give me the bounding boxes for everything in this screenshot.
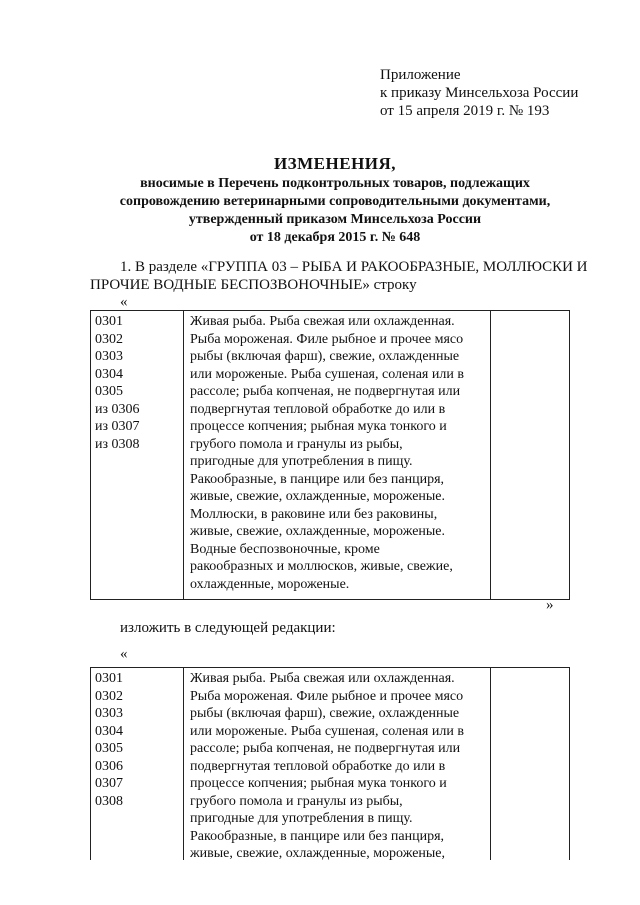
description-line: Живая рыба. Рыба свежая или охлажденная. <box>190 671 455 686</box>
description-line: подвергнутая тепловой обработке до или в <box>190 401 446 417</box>
product-code: 0304 <box>95 366 123 382</box>
appendix-line: от 15 апреля 2019 г. № 193 <box>380 103 550 119</box>
product-code: 0306 <box>95 758 123 774</box>
description-line: рассоле; рыба копченая, не подвергнутая или <box>190 741 461 756</box>
description-line: Живая рыба. Рыба свежая или охлажденная. <box>190 314 455 329</box>
product-code: из 0306 <box>95 401 140 417</box>
description-line: охлажденные, мороженые. <box>190 576 350 592</box>
description-cell <box>184 311 491 600</box>
new-row-table <box>90 667 570 860</box>
appendix-line: к приказу Минсельхоза России <box>380 85 579 101</box>
description-line: живые, свежие, охлажденные, мороженые. <box>190 524 446 539</box>
description-line: пригодные для употребления в пищу. <box>190 454 413 469</box>
document-title <box>80 153 590 247</box>
product-code: 0302 <box>95 688 123 704</box>
title-line: сопровождению ветеринарными сопроводительными документами, <box>119 194 551 209</box>
product-code: 0305 <box>95 384 123 399</box>
product-code: из 0308 <box>95 436 140 452</box>
description-line: рассоле; рыба копченая, не подвергнутая или <box>190 384 461 399</box>
product-code: из 0307 <box>95 419 140 434</box>
empty-cell <box>491 311 570 600</box>
product-code: 0301 <box>95 314 123 329</box>
description-line: грубого помола и гранулы из рыбы, <box>190 793 403 809</box>
table-row <box>91 311 570 600</box>
empty-cell <box>491 668 570 861</box>
description-cell <box>184 668 491 861</box>
product-code: 0305 <box>95 741 123 756</box>
description-line: Моллюски, в раковине или без раковины, <box>190 506 438 522</box>
appendix-header <box>380 66 578 120</box>
title-line: вносимые в Перечень подконтрольных товаров, подлежащих <box>140 176 530 191</box>
open-quote: « <box>120 646 128 662</box>
product-code: 0302 <box>95 331 123 347</box>
description-line: Рыба мороженая. Филе рыбное и прочее мясо <box>190 688 464 704</box>
description-line: процессе копчения; рыбная мука тонкого и <box>190 776 447 791</box>
old-row-table <box>90 310 570 600</box>
description-line: или мороженые. Рыба сушеная, соленая или в <box>190 366 464 382</box>
open-quote: « <box>120 294 128 310</box>
description-line: живые, свежие, охлажденные, мороженые, <box>190 846 446 860</box>
description-line: процессе копчения; рыбная мука тонкого и <box>190 419 447 434</box>
description-line: Ракообразные, в панцире или без панциря, <box>190 471 445 487</box>
close-quote: » <box>546 597 554 613</box>
description-line: рыбы (включая фарш), свежие, охлажденные <box>190 349 460 364</box>
description-line: подвергнутая тепловой обработке до или в <box>190 758 446 774</box>
paragraph-line: 1. В разделе «ГРУППА 03 – РЫБА И РАКООБРАЗНЫЕ, МОЛЛЮСКИ И <box>120 259 588 275</box>
product-code: 0301 <box>95 671 123 686</box>
description-line: пригодные для употребления в пищу. <box>190 811 413 826</box>
description-line: Водные беспозвоночные, кроме <box>190 541 380 557</box>
title-main: ИЗМЕНЕНИЯ, <box>273 154 397 173</box>
product-code: 0307 <box>95 776 123 791</box>
paragraph-line: ПРОЧИЕ ВОДНЫЕ БЕСПОЗВОНОЧНЫЕ» строку <box>90 277 417 293</box>
table-row <box>91 668 570 861</box>
description-line: живые, свежие, охлажденные, мороженые. <box>190 489 446 504</box>
section-paragraph <box>90 258 610 294</box>
codes-cell <box>91 311 184 600</box>
title-line: утвержденный приказом Минсельхоза России <box>188 212 482 227</box>
appendix-line: Приложение <box>380 67 461 83</box>
codes-cell <box>91 668 184 861</box>
description-line: ракообразных и моллюсков, живые, свежие, <box>190 559 453 574</box>
description-line: Рыба мороженая. Филе рыбное и прочее мясо <box>190 331 464 347</box>
product-code: 0303 <box>95 349 123 364</box>
product-code: 0303 <box>95 706 123 721</box>
product-code: 0308 <box>95 793 123 809</box>
description-line: Ракообразные, в панцире или без панциря, <box>190 828 445 844</box>
description-line: рыбы (включая фарш), свежие, охлажденные <box>190 706 460 721</box>
restate-text: изложить в следующей редакции: <box>120 620 336 636</box>
description-line: грубого помола и гранулы из рыбы, <box>190 436 403 452</box>
description-line: или мороженые. Рыба сушеная, соленая или в <box>190 723 464 739</box>
product-code: 0304 <box>95 723 123 739</box>
title-line: от 18 декабря 2015 г. № 648 <box>249 230 421 245</box>
